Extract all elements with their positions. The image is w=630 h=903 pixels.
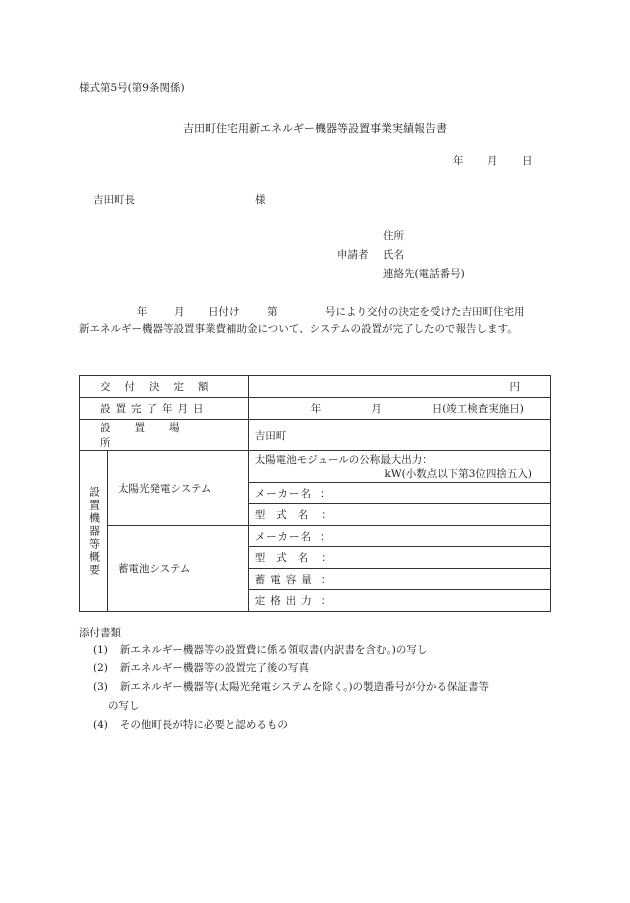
attachment-num: (3) xyxy=(93,681,108,693)
install-location-label: 設置場所 xyxy=(100,422,204,449)
solar-output-label: 太陽電池モジュールの公称最大出力： xyxy=(254,453,433,466)
attachment-num: (1) xyxy=(93,644,108,656)
completion-date-label: 設置完了年月日 xyxy=(100,403,209,415)
solar-output-row xyxy=(80,451,551,483)
equipment-label: 設置機器等概要 xyxy=(87,485,101,577)
attachment-item xyxy=(93,716,288,735)
date-year: 年 xyxy=(453,155,464,167)
grant-amount-row xyxy=(80,376,551,398)
date-month: 月 xyxy=(487,155,498,167)
solar-model-colon: ： xyxy=(321,509,332,521)
solar-model-cell xyxy=(248,504,550,526)
equipment-label-cell xyxy=(80,451,108,612)
solar-maker-cell xyxy=(248,483,550,504)
grant-amount-cell xyxy=(248,376,550,398)
battery-maker-row xyxy=(80,526,551,547)
solar-maker-label: メーカー名 xyxy=(254,487,312,500)
document-title: 吉田町住宅用新エネルギー機器等設置事業実績報告書 xyxy=(183,122,447,135)
completion-year: 年 xyxy=(310,403,322,415)
attachment-item xyxy=(93,659,309,678)
install-location-row xyxy=(80,420,551,451)
battery-maker-colon: ： xyxy=(320,530,331,543)
body-number-prefix: 第 xyxy=(267,306,278,318)
addressee: 吉田町長 xyxy=(93,194,135,206)
battery-maker-label: メーカー名 xyxy=(254,530,312,543)
attachments-heading: 添付書類 xyxy=(79,627,121,639)
date-day: 日 xyxy=(522,155,533,167)
yen-unit: 円 xyxy=(509,381,520,393)
attachment-item xyxy=(93,641,427,660)
completion-date-cell xyxy=(248,398,550,420)
install-location-cell xyxy=(248,420,550,451)
install-location-label-cell xyxy=(80,420,249,451)
battery-model-label: 型式名 xyxy=(254,552,320,564)
applicant-name-label: 氏名 xyxy=(383,249,404,261)
attachment-text: その他町長が特に必要と認めるもの xyxy=(119,719,288,731)
grant-amount-label-cell xyxy=(80,376,249,398)
attachment-num: (4) xyxy=(93,719,108,731)
applicant-address-label: 住所 xyxy=(383,230,404,242)
battery-model-colon: ： xyxy=(321,552,332,564)
battery-maker-cell xyxy=(248,526,550,547)
grant-amount-label xyxy=(100,379,228,394)
battery-capacity-cell xyxy=(248,569,550,590)
attachment-text: 新エネルギー機器等の設置完了後の写真 xyxy=(119,662,309,674)
solar-model-label: 型式名 xyxy=(254,509,320,521)
addressee-honorific: 様 xyxy=(255,194,266,206)
completion-day: 日(竣工検査実施日) xyxy=(431,403,524,415)
completion-month: 月 xyxy=(371,403,382,415)
battery-capacity-label: 蓄電容量 xyxy=(254,573,317,586)
solar-label-cell xyxy=(107,451,248,526)
attachment-item xyxy=(93,678,489,697)
solar-maker-colon: ： xyxy=(320,487,331,500)
install-location-value: 吉田町 xyxy=(254,429,287,442)
attachment-text: 新エネルギー機器等(太陽光発電システムを除く。)の製造番号が分かる保証書等 xyxy=(119,681,490,693)
grant-amount-label-text: 交付決定額 xyxy=(100,381,223,393)
battery-capacity-colon: ： xyxy=(320,573,332,586)
applicant-contact-label: 連絡先(電話番号) xyxy=(383,268,465,280)
battery-system-label: 蓄電池システム xyxy=(117,563,191,575)
applicant-label: 申請者 xyxy=(337,249,369,261)
report-table xyxy=(79,375,551,612)
battery-rated-cell xyxy=(248,590,550,612)
body-dated: 日付け xyxy=(208,306,240,318)
attachment-num: (2) xyxy=(93,662,108,674)
battery-label-cell xyxy=(107,526,248,612)
solar-output-cell xyxy=(248,451,550,483)
solar-system-label: 太陽光発電システム xyxy=(117,482,212,495)
body-year: 年 xyxy=(137,306,148,318)
body-line2: 新エネルギー機器等設置事業費補助金について、システムの設置が完了したので報告します。 xyxy=(79,323,518,335)
battery-model-cell xyxy=(248,547,550,569)
form-number: 様式第5号(第9条関係) xyxy=(79,82,185,94)
body-month: 月 xyxy=(174,306,185,318)
completion-date-label-cell xyxy=(80,398,249,420)
attachment-text: 新エネルギー機器等の設置費に係る領収書(内訳書を含む。)の写し xyxy=(119,644,428,656)
body-line1-rest: 号により交付の決定を受けた吉田町住宅用 xyxy=(325,306,525,318)
completion-date-row xyxy=(80,398,551,420)
solar-output-unit: kW(小数点以下第3位四捨五入) xyxy=(384,467,532,480)
attachment-continuation: の写し xyxy=(108,700,140,712)
battery-rated-colon: ： xyxy=(320,595,332,607)
battery-rated-label: 定格出力 xyxy=(254,595,317,607)
